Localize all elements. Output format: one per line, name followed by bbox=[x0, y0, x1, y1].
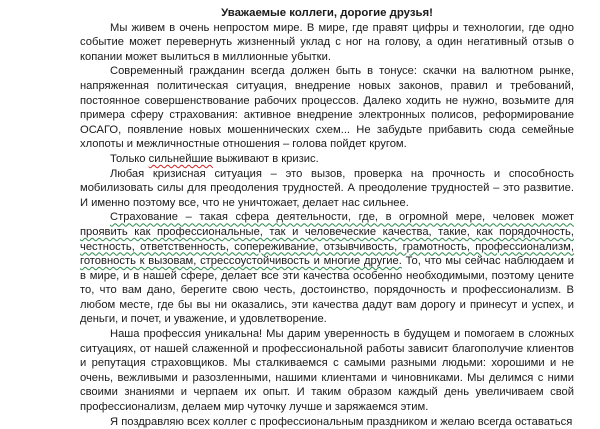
paragraph-5 bbox=[80, 210, 574, 327]
paragraph-1: Мы живем в очень непростом мире. В мире, где правят цифры и технологии, где одно событие может перевернуть жизненный уклад с ног на голову, а один негативный отзыв о копании может вылиться в миллионные убытки. bbox=[80, 21, 574, 63]
paragraph-3 bbox=[80, 152, 574, 167]
paragraph-4: Любая кризисная ситуация – это вызов, проверка на прочность и способность мобилизовать силы для преодоления трудностей. А преодоление трудностей – это развитие. И именно поэтому все, что не уничтожает, делает нас сильнее. bbox=[80, 167, 574, 209]
paragraph-3-start: Только bbox=[110, 152, 149, 165]
document-title: Уважаемые коллеги, дорогие друзья! bbox=[221, 7, 433, 19]
paragraph-2-continuation: ... Не забудьте прибавить сюда семейные хлопоты и межличностные отношения – голова пойдет кругом. bbox=[80, 123, 574, 151]
paragraph-3-end: выживают в кризис. bbox=[212, 152, 319, 165]
paragraph-5-continuation: То, что мы сейчас наблюдаем и в мире, и в нашей сфере, делает все эти качества особенно необходимыми, поэтому цените то, что вам дано, берегите свою честь, достоинство, порядочность и профессионализм. В любом месте, где бы вы ни оказались, эти качества дадут вам дорогу и принесут и успех, и деньги, и почет, и уважение, и удовлетворение. bbox=[80, 255, 574, 326]
spellcheck-flagged-word: сильнейшие bbox=[148, 152, 213, 165]
paragraph-7: Я поздравляю всех коллег с профессиональным праздником и желаю всегда оставаться bbox=[110, 415, 573, 428]
grammar-flagged-sentence: Страхование – такая сфера деятельности, где, в огромной мере, человек может проявить как профессиональные, так и человеческие качества, такие, как порядочность, честность, ответственность, сопереживание, отзывчивость, грамотность, профессионализм, готовность к вызовам, стрессоустойчивость и многие другие. bbox=[80, 211, 574, 268]
paragraph-2-text: Современный гражданин всегда должен быть в тонусе: скачки на валютном рынке, напряженная политическая ситуация, внедрение новых законов, правил и требований, постоянное совершенствование рабочих процессов. Далеко ходить не нужно, возьмите для примера сферу страхования: активное внедрение электронных полисов, реформирование ОСАГО, появление новых мошеннических схем bbox=[80, 65, 574, 136]
paragraph-6: Наша профессия уникальна! Мы дарим уверенность в будущем и помогаем в сложных ситуациях, от нашей слаженной и профессиональной работы зависит благополучие клиентов и репутация страховщиков. Мы сталкиваемся с самыми разными людьми: хорошими и не очень, вежливыми и разозленными, нашими клиентами и чиновниками. Мы делимся с ними своими знаниями и черпаем их опыт. И таким образом каждый день увеличиваем свой профессионализм, делаем мир чуточку лучше и заряжаемся этим. bbox=[80, 328, 574, 414]
document-body bbox=[80, 6, 574, 429]
paragraph-2 bbox=[80, 64, 574, 152]
